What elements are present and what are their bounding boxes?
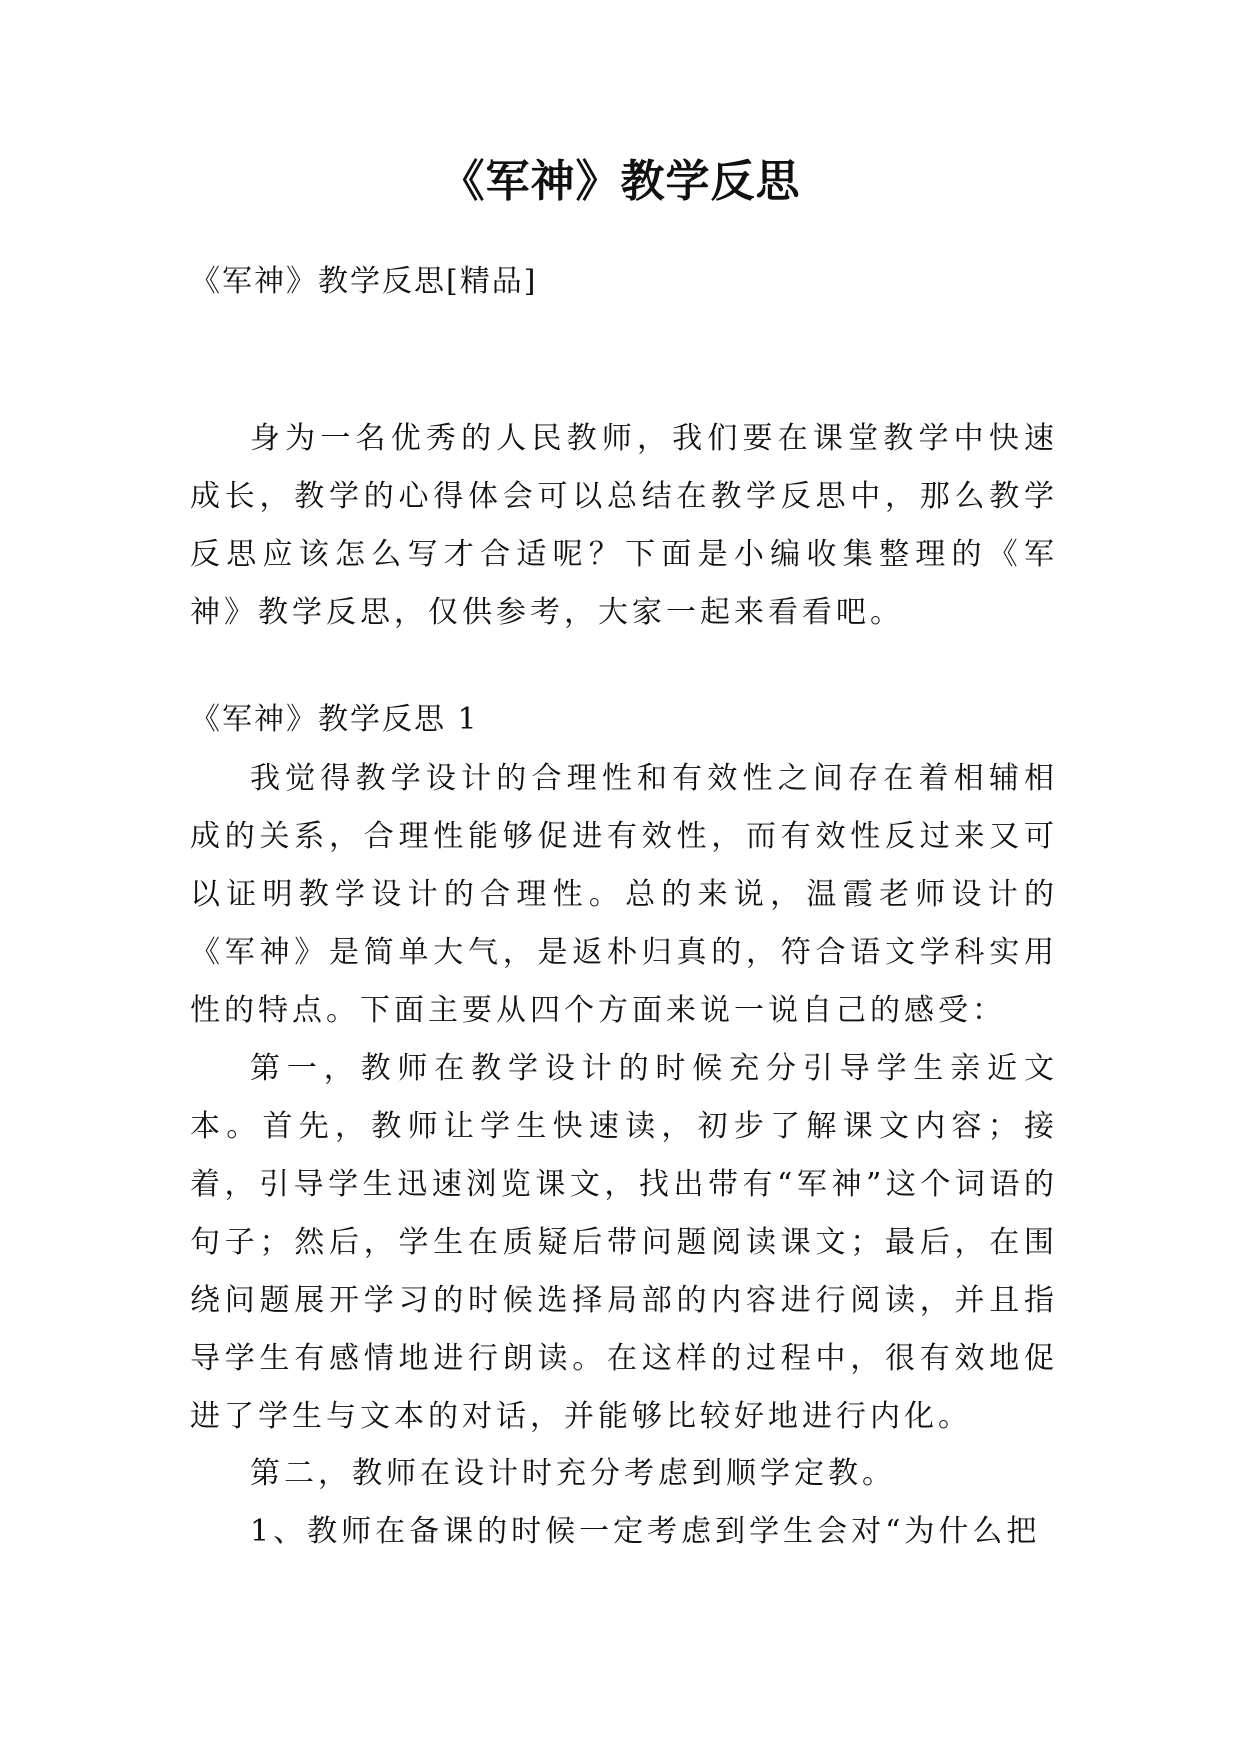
body-paragraph-3: 第二，教师在设计时充分考虑到顺学定教。 [250,1456,896,1491]
document-title: 《军神》教学反思 [440,156,801,207]
intro-paragraph: 身为一名优秀的人民教师，我们要在课堂教学中快速成长，教学的心得体会可以总结在教学反思中，那么教学反思应该怎么写才合适呢？下面是小编收集整理的《军神》教学反思，仅供参考，大家一起来看看吧。 [190,421,1058,630]
body-paragraph-1: 我觉得教学设计的合理性和有效性之间存在着相辅相成的关系，合理性能够促进有效性，而有效性反过来又可以证明教学设计的合理性。总的来说，温霞老师设计的《军神》是简单大气，是返朴归真的，符合语文学科实用性的特点。下面主要从四个方面来说一说自己的感受： [190,761,1058,1028]
body-paragraph-4: 1、教师在备课的时候一定考虑到学生会对“为什么把 [250,1514,1041,1549]
body-paragraph-2: 第一，教师在教学设计的时候充分引导学生亲近文本。首先，教师让学生快速读，初步了解课文内容；接着，引导学生迅速浏览课文，找出带有“军神”这个词语的句子；然后，学生在质疑后带问题阅读课文；最后，在围绕问题展开学习的时候选择局部的内容进行阅读，并且指导学生有感情地进行朗读。在这样的过程中，很有效地促进了学生与文本的对话，并能够比较好地进行内化。 [190,1051,1058,1434]
document-subtitle: 《军神》教学反思[精品] [190,264,538,299]
section-title: 《军神》教学反思 1 [190,702,479,737]
